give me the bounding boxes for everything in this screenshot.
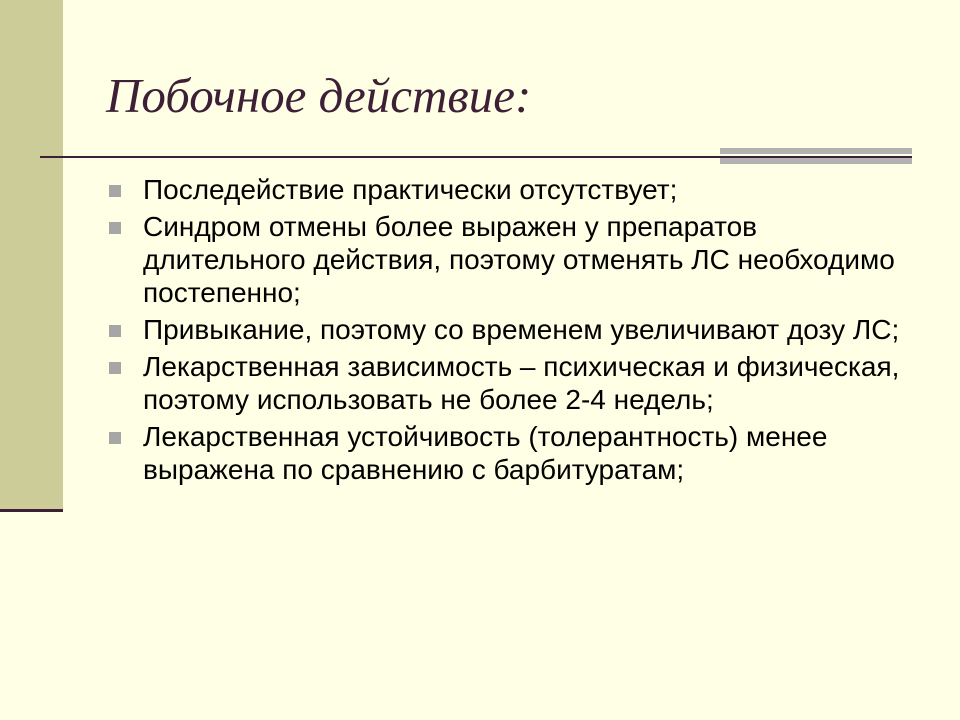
bullet-item <box>105 420 905 486</box>
bullet-item <box>105 313 905 346</box>
title-divider-accent <box>720 148 912 166</box>
bullet-text: Привыкание, поэтому со временем увеличивают дозу ЛС; <box>143 314 900 345</box>
bullet-list <box>105 173 905 490</box>
side-band-divider <box>0 509 63 512</box>
accent-bar-bottom <box>720 158 912 164</box>
bullet-text: Синдром отмены более выражен у препаратов длительного действия, поэтому отменять ЛС необходимо постепенно; <box>143 211 895 308</box>
square-bullet-icon <box>109 185 121 197</box>
square-bullet-icon <box>109 432 121 444</box>
bullet-text: Последействие практически отсутствует; <box>143 174 678 205</box>
bullet-text: Лекарственная устойчивость (толерантность) менее выражена по сравнению с барбитуратам; <box>143 421 828 485</box>
square-bullet-icon <box>109 362 121 374</box>
bullet-text: Лекарственная зависимость – психическая и физическая, поэтому использовать не более 2-4 недель; <box>143 351 900 415</box>
slide-title: Побочное действие: <box>106 68 532 123</box>
square-bullet-icon <box>109 222 121 234</box>
bullet-item <box>105 350 905 416</box>
bullet-item <box>105 173 905 206</box>
side-band <box>0 0 63 512</box>
accent-bar-top <box>720 148 912 154</box>
bullet-item <box>105 210 905 309</box>
square-bullet-icon <box>109 325 121 337</box>
